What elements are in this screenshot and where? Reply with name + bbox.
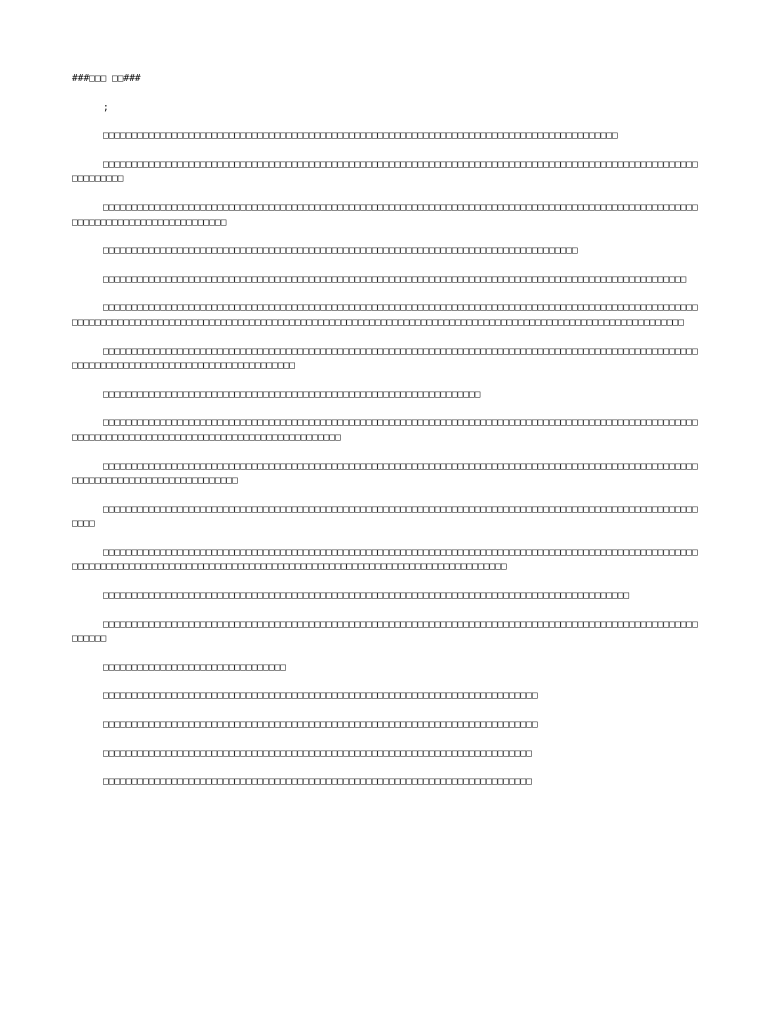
paragraph: ; — [103, 101, 109, 113]
paragraph: □□□□□□□□□□□□□□□□□□□□□□□□□□□□□□□□□□□□□□□□□□□□□□□□□□□□□□□□□□□□□□□□□□□□□□□□□□□□□□□□□□□□□□□□□□□□□□□□□□□□□□ — [103, 273, 687, 285]
paragraph: □□□□□□□□□□□□□□□□□□□□□□□□□□□□□□□□□□□□□□□□□□□□□□□□□□□□□□□□□□□□□□□□□□□□□□□□□□□□□□□□□□□□□□□□□□ — [103, 130, 618, 142]
paragraph: □□□□□□□□□□□□□□□□□□□□□□□□□□□□□□□□□□□□□□□□□□□□□□□□□□□□□□□□□□□□□□□□□□□□□□□□□□□□□□□□□□□□□□□□□□□□□□□□□□□□□□□□□□□□□□□□□□□□□□□□□□□□□□□□□□□ — [72, 201, 698, 228]
paragraph: □□□□□□□□□□□□□□□□□□□□□□□□□□□□□□□□□□□□□□□□□□□□□□□□□□□□□□□□□□□□□□□□□□□□□□□□□□□□□□□□□□□□□□□□□□□□ — [103, 590, 630, 602]
paragraph: □□□□□□□□□□□□□□□□□□□□□□□□□□□□□□□□□□□□□□□□□□□□□□□□□□□□□□□□□□□□□□□□□□□□□□□□□□□□□□□□□□□□□□□□□□□□□□□□□□□□□□□□□□□□□□□□□□□□□□□□□□□□□□□□□□□□□□□□□□□□□□□□□□□□□□□□□□□□□□□□□□□□□□□□□□□□□□□□□□□□ — [72, 546, 698, 573]
document-page — [72, 72, 700, 790]
paragraph: □□□□□□□□□□□□□□□□□□□□□□□□□□□□□□□□□□□□□□□□□□□□□□□□□□□□□□□□□□□□□□□□□□□□□□□□□□□□□□□□□□□□□□□□□□□□□□□□□□□□□□□□□□□□□□□□□□□□□□□□□□□□□□□□□□□□□□□□□□□□□□□□□□□□□□□ — [72, 417, 698, 443]
paragraph: □□□□□□□□□□□□□□□□□□□□□□□□□□□□□□□□□□□□□□□□□□□□□□□□□□□□□□□□□□□□□□□□□□□□□□□□□□□□□□□□□□□□□□□□□□□□□□□□□□□□□□□□□□□□□□□□□ — [72, 158, 698, 185]
paragraph: □□□□□□□□□□□□□□□□□□□□□□□□□□□□□□□□ — [103, 661, 287, 673]
paragraph: □□□□□□□□□□□□□□□□□□□□□□□□□□□□□□□□□□□□□□□□□□□□□□□□□□□□□□□□□□□□□□□□□□□□□□□□□□□ — [103, 747, 532, 759]
paragraph: □□□□□□□□□□□□□□□□□□□□□□□□□□□□□□□□□□□□□□□□□□□□□□□□□□□□□□□□□□□□□□□□□□ — [103, 388, 481, 400]
paragraph: □□□□□□□□□□□□□□□□□□□□□□□□□□□□□□□□□□□□□□□□□□□□□□□□□□□□□□□□□□□□□□□□□□□□□□□□□□□□□□□□□□□□□□□□□□□□□□□□□□□□□□□□□□□□□□ — [72, 618, 698, 645]
document-heading: ###□□□ □□### — [72, 73, 141, 84]
paragraph: □□□□□□□□□□□□□□□□□□□□□□□□□□□□□□□□□□□□□□□□□□□□□□□□□□□□□□□□□□□□□□□□□□□□□□□□□□□□ — [103, 719, 538, 731]
paragraph: □□□□□□□□□□□□□□□□□□□□□□□□□□□□□□□□□□□□□□□□□□□□□□□□□□□□□□□□□□□□□□□□□□□□□□□□□□□□□□□□□□□ — [103, 245, 578, 257]
paragraph: □□□□□□□□□□□□□□□□□□□□□□□□□□□□□□□□□□□□□□□□□□□□□□□□□□□□□□□□□□□□□□□□□□□□□□□□□□□ — [103, 776, 532, 788]
paragraph: □□□□□□□□□□□□□□□□□□□□□□□□□□□□□□□□□□□□□□□□□□□□□□□□□□□□□□□□□□□□□□□□□□□□□□□□□□□□□□□□□□□□□□□□□□□□□□□□□□□□□□□□□□□□□□□□□□□□□□□□□□□□□□□□□□□□□□□□□□□□□□□ — [72, 345, 698, 372]
paragraph: □□□□□□□□□□□□□□□□□□□□□□□□□□□□□□□□□□□□□□□□□□□□□□□□□□□□□□□□□□□□□□□□□□□□□□□□□□□□□□□□□□□□□□□□□□□□□□□□□□□□□□□□□□□□□□□□□□□□□□□□□□□□□□□□□□□□□□□□□□□□□□□□□□□□□□□□□□□□□□□□□□□□□□□□□□□□□□□□□□□□□□□□□□□□□□□□□□□□□□□□□□□□□□□□□□□ — [72, 302, 698, 328]
paragraph: □□□□□□□□□□□□□□□□□□□□□□□□□□□□□□□□□□□□□□□□□□□□□□□□□□□□□□□□□□□□□□□□□□□□□□□□□□□□ — [103, 690, 538, 702]
paragraph: □□□□□□□□□□□□□□□□□□□□□□□□□□□□□□□□□□□□□□□□□□□□□□□□□□□□□□□□□□□□□□□□□□□□□□□□□□□□□□□□□□□□□□□□□□□□□□□□□□□□□□□□□□□□ — [72, 503, 698, 530]
paragraph: □□□□□□□□□□□□□□□□□□□□□□□□□□□□□□□□□□□□□□□□□□□□□□□□□□□□□□□□□□□□□□□□□□□□□□□□□□□□□□□□□□□□□□□□□□□□□□□□□□□□□□□□□□□□□□□□□□□□□□□□□□□□□□□□□□□□□ — [72, 460, 698, 487]
